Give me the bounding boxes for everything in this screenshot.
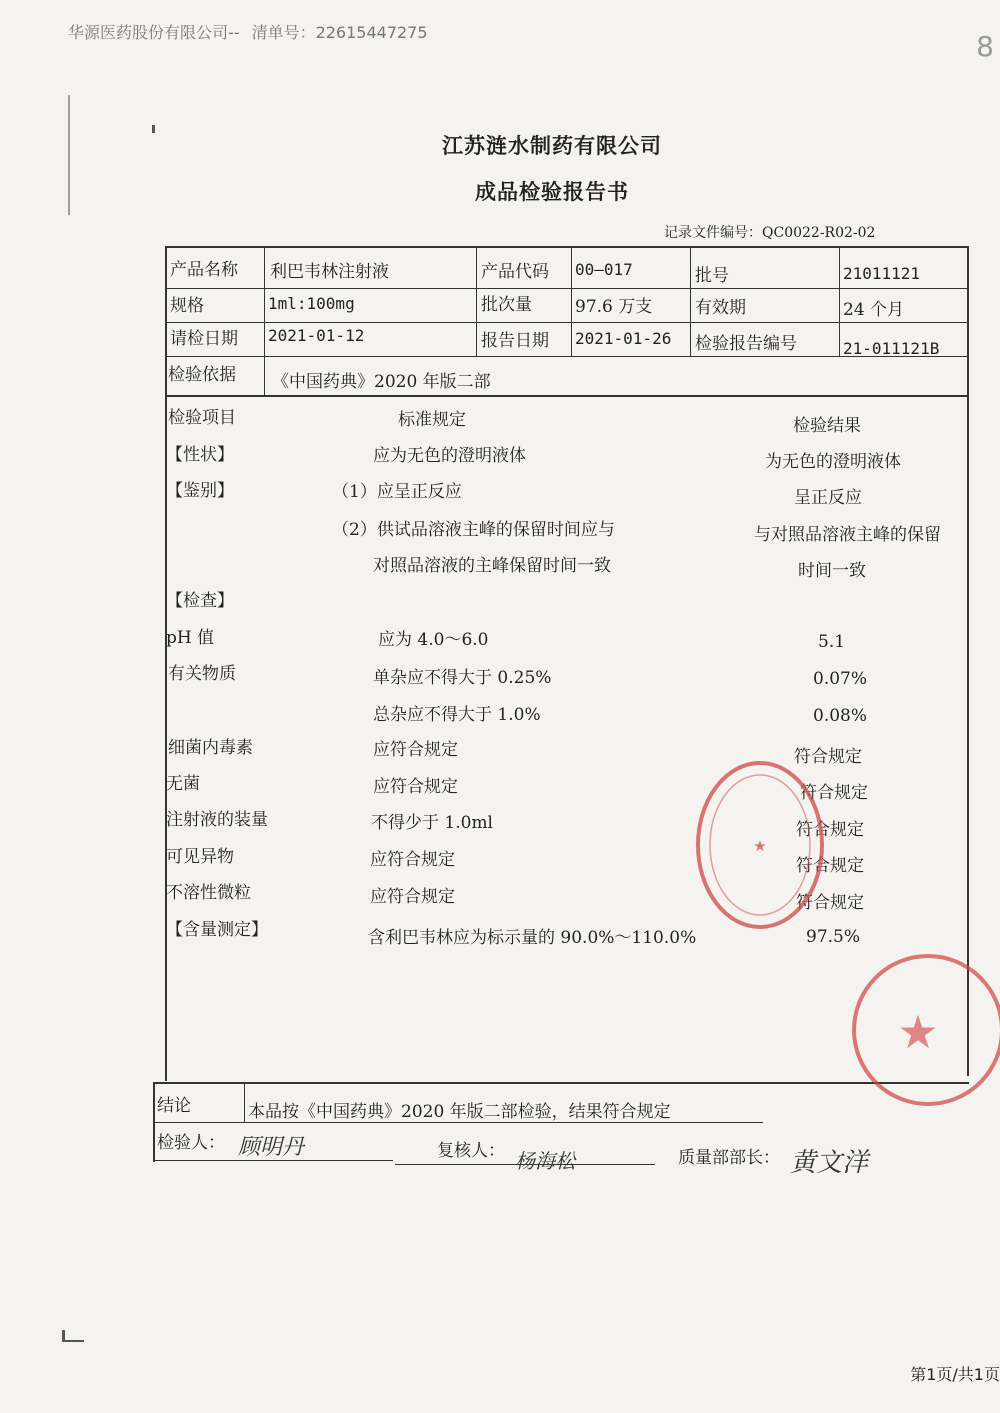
standard-visible-particles: 应符合规定 bbox=[370, 850, 455, 870]
col-header-item: 检验项目 bbox=[168, 408, 236, 428]
conclusion-rule bbox=[153, 1122, 763, 1123]
quality-stamp-1 bbox=[690, 755, 830, 935]
report-no-label: 检验报告编号 bbox=[695, 334, 797, 354]
record-number: 记录文件编号：QC0022-R02-02 bbox=[664, 225, 876, 241]
qa-manager-signature: 黄文洋 bbox=[790, 1148, 869, 1178]
item-visible-particles: 可见异物 bbox=[166, 847, 234, 867]
quality-stamp-2 bbox=[818, 950, 1000, 1110]
standard-ident-1: （1）应呈正反应 bbox=[332, 482, 462, 502]
standard-insoluble-particles: 应符合规定 bbox=[370, 887, 455, 907]
result-ph: 5.1 bbox=[818, 632, 846, 652]
batch-size-value: 97.6 万支 bbox=[575, 297, 653, 317]
standard-fill-volume: 不得少于 1.0ml bbox=[371, 813, 493, 833]
top-bar-company: 华源医药股份有限公司-- bbox=[68, 23, 240, 42]
standard-appearance: 应为无色的澄明液体 bbox=[373, 446, 526, 466]
table-rule bbox=[165, 395, 969, 397]
result-fill-volume: 符合规定 bbox=[796, 820, 864, 840]
standard-assay: 含利巴韦林应为标示量的 90.0%～110.0% bbox=[368, 928, 697, 948]
standard-sterility: 应符合规定 bbox=[373, 777, 458, 797]
batch-no-label: 批号 bbox=[695, 266, 729, 286]
result-appearance: 为无色的澄明液体 bbox=[765, 452, 901, 472]
table-rule bbox=[165, 288, 969, 289]
basis-value: 《中国药典》2020 年版二部 bbox=[272, 372, 491, 392]
standard-ident-2a: （2）供试品溶液主峰的保留时间应与 bbox=[332, 520, 615, 540]
company-title: 江苏涟水制药有限公司 bbox=[442, 133, 662, 158]
conclusion-text: 本品按《中国药典》2020 年版二部检验，结果符合规定 bbox=[248, 1102, 671, 1122]
product-name-label: 产品名称 bbox=[170, 260, 238, 280]
batch-no-value: 21011121 bbox=[843, 264, 921, 283]
page-number: 第1页/共1页 bbox=[910, 1365, 1000, 1384]
request-date-value: 2021-01-12 bbox=[268, 326, 365, 345]
product-name-value: 利巴韦林注射液 bbox=[270, 262, 389, 282]
standard-ph: 应为 4.0～6.0 bbox=[378, 630, 489, 650]
report-date-value: 2021-01-26 bbox=[575, 329, 672, 348]
result-related-1: 0.07% bbox=[813, 669, 868, 689]
signature-border-left bbox=[153, 1082, 155, 1162]
result-ident-1: 呈正反应 bbox=[794, 488, 862, 508]
col-header-result: 检验结果 bbox=[793, 416, 861, 436]
result-sterility: 符合规定 bbox=[800, 783, 868, 803]
basis-label: 检验依据 bbox=[168, 365, 236, 385]
item-fill-volume: 注射液的装量 bbox=[166, 810, 268, 830]
item-identification: 【鉴别】 bbox=[166, 481, 234, 501]
standard-ident-2b: 对照品溶液的主峰保留时间一致 bbox=[373, 556, 611, 576]
result-insoluble-particles: 符合规定 bbox=[796, 893, 864, 913]
report-no-value: 21-011121B bbox=[843, 339, 940, 358]
result-assay: 97.5% bbox=[806, 927, 861, 947]
standard-related-2: 总杂应不得大于 1.0% bbox=[373, 705, 541, 725]
table-col-divider bbox=[476, 246, 477, 356]
table-col-divider bbox=[690, 246, 691, 356]
conclusion-label: 结论 bbox=[157, 1096, 191, 1116]
inspector-label: 检验人： bbox=[157, 1133, 225, 1153]
document-title: 成品检验报告书 bbox=[475, 179, 629, 204]
result-ident-2b: 时间一致 bbox=[798, 561, 866, 581]
validity-value: 24 个月 bbox=[843, 300, 905, 320]
col-header-standard: 标准规定 bbox=[398, 410, 466, 430]
result-ident-2a: 与对照品溶液主峰的保留 bbox=[754, 525, 941, 545]
table-border-top bbox=[165, 246, 969, 248]
top-bar bbox=[68, 20, 428, 43]
product-code-value: 00—017 bbox=[575, 260, 633, 279]
svg-text:★: ★ bbox=[753, 837, 767, 855]
standard-endotoxin: 应符合规定 bbox=[373, 740, 458, 760]
spec-value: 1ml:100mg bbox=[268, 294, 355, 313]
table-col-divider bbox=[839, 246, 840, 356]
item-sterility: 无菌 bbox=[166, 774, 200, 794]
item-insoluble-particles: 不溶性微粒 bbox=[166, 883, 251, 903]
batch-size-label: 批次量 bbox=[481, 295, 532, 315]
table-col-divider bbox=[571, 246, 572, 356]
result-endotoxin: 符合规定 bbox=[794, 747, 862, 767]
table-col-divider bbox=[264, 246, 265, 396]
table-rule bbox=[165, 322, 969, 323]
reviewer-signature: 杨海松 bbox=[515, 1149, 575, 1173]
conclusion-divider bbox=[244, 1082, 245, 1122]
top-bar-list-no: 清单号：22615447275 bbox=[251, 23, 428, 42]
reviewer-label: 复核人： bbox=[437, 1141, 505, 1161]
item-check: 【检查】 bbox=[166, 591, 234, 611]
inspector-signature: 顾明丹 bbox=[238, 1135, 305, 1160]
result-related-2: 0.08% bbox=[813, 706, 868, 726]
standard-related-1: 单杂应不得大于 0.25% bbox=[373, 668, 552, 688]
request-date-label: 请检日期 bbox=[170, 329, 238, 349]
item-related: 有关物质 bbox=[168, 664, 236, 684]
product-code-label: 产品代码 bbox=[481, 262, 549, 282]
validity-label: 有效期 bbox=[695, 298, 746, 318]
result-visible-particles: 符合规定 bbox=[796, 856, 864, 876]
svg-text:★: ★ bbox=[897, 1005, 939, 1059]
report-date-label: 报告日期 bbox=[481, 331, 549, 351]
scan-mark bbox=[62, 1340, 84, 1342]
corner-mark: 8 bbox=[976, 30, 994, 63]
item-ph: pH 值 bbox=[166, 628, 215, 648]
item-assay: 【含量测定】 bbox=[166, 920, 268, 940]
item-appearance: 【性状】 bbox=[166, 445, 234, 465]
item-endotoxin: 细菌内毒素 bbox=[168, 738, 253, 758]
spec-label: 规格 bbox=[170, 296, 204, 316]
qa-manager-label: 质量部部长： bbox=[678, 1148, 780, 1168]
table-border-left bbox=[165, 246, 167, 1081]
